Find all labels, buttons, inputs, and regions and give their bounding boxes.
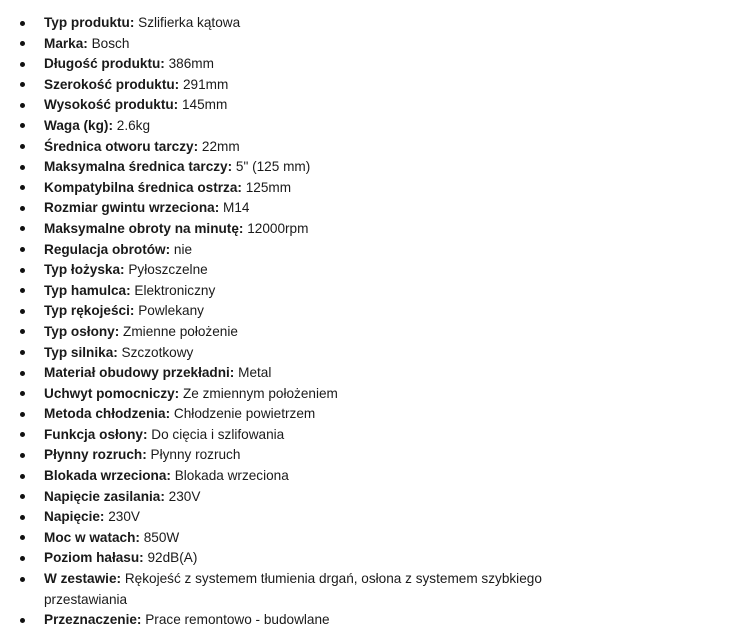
spec-value: nie (170, 241, 193, 257)
spec-label: Typ łożyska: (44, 262, 125, 278)
spec-label: Maksymalne obroty na minutę: (44, 220, 244, 236)
spec-label: Kompatybilna średnica ostrza: (44, 179, 242, 195)
bullet-icon (20, 268, 25, 273)
spec-value: Ze zmiennym położeniem (179, 385, 338, 401)
bullet-icon (20, 82, 25, 87)
spec-label: Płynny rozruch: (44, 447, 147, 463)
spec-value: Prace remontowo - budowlane (141, 612, 330, 628)
spec-value: 92dB(A) (143, 550, 198, 566)
spec-item-max-rpm (0, 219, 564, 240)
spec-item-weight (0, 116, 564, 137)
spec-item-purpose (0, 610, 564, 631)
spec-item-cooling-method (0, 404, 564, 425)
bullet-icon (20, 165, 25, 170)
spec-item-height (0, 95, 564, 116)
spec-value: Szlifierka kątowa (134, 15, 241, 30)
spec-item-max-disc-diameter (0, 157, 564, 178)
spec-item-speed-control (0, 240, 564, 261)
spec-value: Chłodzenie powietrzem (170, 406, 316, 422)
product-spec-list (0, 13, 736, 631)
spec-value: M14 (219, 200, 250, 216)
spec-label: Napięcie: (44, 509, 105, 525)
spec-label: Typ produktu: (44, 15, 135, 30)
bullet-icon (20, 432, 25, 437)
spec-item-spindle-lock (0, 466, 564, 487)
spec-label: Marka: (44, 35, 88, 51)
spec-item-bearing-type (0, 260, 564, 281)
spec-label: Typ rękojeści: (44, 303, 135, 319)
spec-value: 5" (125 mm) (232, 159, 311, 175)
bullet-icon (20, 206, 25, 211)
spec-label: Typ osłony: (44, 323, 120, 339)
spec-label: Poziom hałasu: (44, 550, 144, 566)
bullet-icon (20, 103, 25, 108)
bullet-icon (20, 288, 25, 293)
spec-label: Wysokość produktu: (44, 97, 179, 113)
bullet-icon (20, 41, 25, 46)
spec-value: 2.6kg (112, 117, 151, 133)
bullet-icon (20, 412, 25, 417)
spec-value: Pyłoszczelne (124, 262, 208, 278)
spec-item-guard-function (0, 425, 564, 446)
spec-item-gear-housing-material (0, 363, 564, 384)
spec-label: Materiał obudowy przekładni: (44, 365, 235, 381)
bullet-icon (20, 535, 25, 540)
spec-value: Szczotkowy (117, 344, 194, 360)
spec-item-brake-type (0, 281, 564, 302)
spec-label: Metoda chłodzenia: (44, 406, 171, 422)
bullet-icon (20, 185, 25, 190)
spec-item-length (0, 54, 564, 75)
spec-value: Elektroniczny (130, 282, 216, 298)
bullet-icon (20, 309, 25, 314)
spec-value: Zmienne położenie (119, 323, 238, 339)
spec-value: 230V (104, 509, 140, 525)
spec-item-voltage (0, 507, 564, 528)
bullet-icon (20, 62, 25, 67)
spec-label: Szerokość produktu: (44, 76, 180, 92)
spec-item-product-type (0, 13, 564, 34)
bullet-icon (20, 350, 25, 355)
spec-label: Średnica otworu tarczy: (44, 138, 199, 154)
spec-label: W zestawie: (44, 571, 122, 587)
spec-label: Typ hamulca: (44, 282, 131, 298)
bullet-icon (20, 494, 25, 499)
spec-value: 145mm (178, 97, 228, 113)
spec-value: 22mm (198, 138, 240, 154)
spec-label: Moc w watach: (44, 529, 140, 545)
spec-item-spindle-thread (0, 198, 564, 219)
spec-label: Blokada wrzeciona: (44, 468, 171, 484)
bullet-icon (20, 21, 25, 26)
spec-item-width (0, 75, 564, 96)
spec-value: Blokada wrzeciona (170, 468, 289, 484)
bullet-icon (20, 247, 25, 252)
spec-value: Bosch (87, 35, 130, 51)
spec-value: Metal (234, 365, 272, 381)
bullet-icon (20, 515, 25, 520)
spec-value: 850W (139, 529, 180, 545)
spec-value: 386mm (164, 56, 214, 72)
spec-item-guard-type (0, 322, 564, 343)
spec-value: Rękojeść z systemem tłumienia drgań, osłona z systemem szybkiego przestawiania (44, 571, 542, 607)
spec-label: Napięcie zasilania: (44, 488, 165, 504)
spec-value: Powlekany (134, 303, 204, 319)
spec-item-brand (0, 34, 564, 55)
bullet-icon (20, 474, 25, 479)
bullet-icon (20, 556, 25, 561)
spec-label: Długość produktu: (44, 56, 165, 72)
bullet-icon (20, 371, 25, 376)
spec-value: Płynny rozruch (146, 447, 241, 463)
spec-label: Funkcja osłony: (44, 426, 148, 442)
spec-label: Przeznaczenie: (44, 612, 142, 628)
spec-item-motor-type (0, 343, 564, 364)
spec-item-included (0, 569, 564, 610)
spec-label: Waga (kg): (44, 117, 113, 133)
spec-label: Regulacja obrotów: (44, 241, 171, 257)
spec-label: Rozmiar gwintu wrzeciona: (44, 200, 220, 216)
spec-item-power (0, 528, 564, 549)
spec-label: Uchwyt pomocniczy: (44, 385, 180, 401)
spec-item-blade-diameter (0, 178, 564, 199)
spec-item-noise-level (0, 548, 564, 569)
spec-value: Do cięcia i szlifowania (147, 426, 285, 442)
spec-item-soft-start (0, 445, 564, 466)
bullet-icon (20, 123, 25, 128)
bullet-icon (20, 577, 25, 582)
spec-value: 230V (164, 488, 201, 504)
spec-label: Maksymalna średnica tarczy: (44, 159, 233, 175)
bullet-icon (20, 329, 25, 334)
spec-value: 291mm (179, 76, 229, 92)
spec-item-auxiliary-handle (0, 384, 564, 405)
bullet-icon (20, 618, 25, 623)
spec-item-handle-type (0, 301, 564, 322)
spec-item-arbor-diameter (0, 137, 564, 158)
spec-value: 12000rpm (243, 220, 309, 236)
spec-value: 125mm (241, 179, 292, 195)
spec-item-supply-voltage (0, 487, 564, 508)
bullet-icon (20, 453, 25, 458)
bullet-icon (20, 391, 25, 396)
bullet-icon (20, 226, 25, 231)
spec-label: Typ silnika: (44, 344, 118, 360)
bullet-icon (20, 144, 25, 149)
